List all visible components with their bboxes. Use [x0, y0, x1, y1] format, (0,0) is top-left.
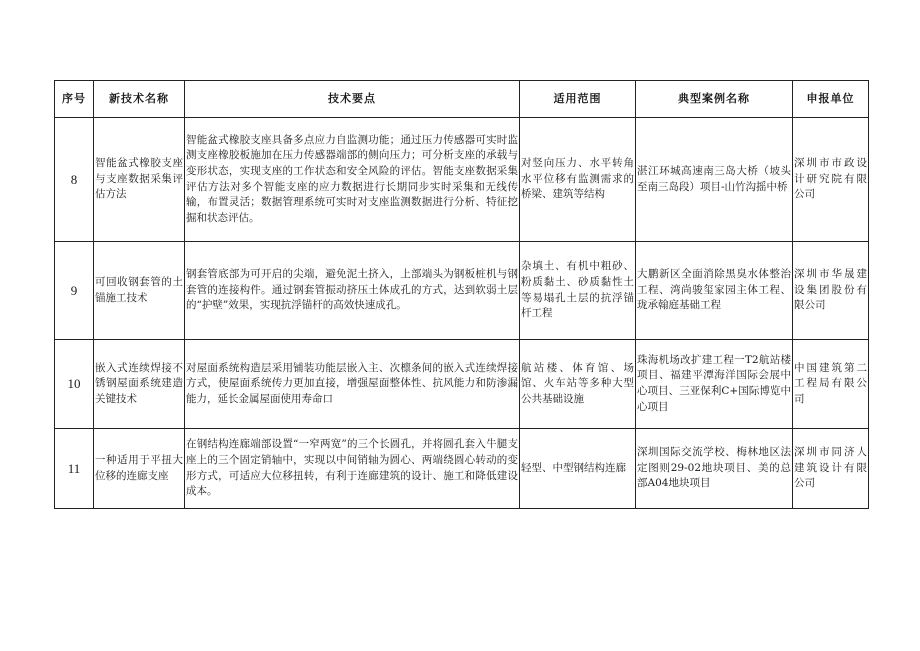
header-points: 技术要点 [185, 81, 520, 118]
tech-unit: 深圳市同济人建筑设计有限公司 [793, 429, 869, 509]
tech-unit: 深圳市市政设计研究院有限公司 [793, 118, 869, 242]
tech-points: 在钢结构连廊端部设置“一窄两宽”的三个长圆孔，并将圆孔套入牛腿支座上的三个固定销轴中，实现以中间销轴为圆心、两端绕圆心转动的变形方式，可适应大位移扭转，有利于连廊建筑的设计、施工和降低建设成本。 [185, 429, 520, 509]
table-row [55, 118, 869, 242]
tech-scope: 轻型、中型钢结构连廊 [520, 429, 636, 509]
tech-cases: 珠海机场改扩建工程一T2航站楼项目、福建平潭海洋国际会展中心项目、三亚保利C+国际博览中心项目 [636, 340, 793, 429]
tech-cases: 大鹏新区全面消除黑臭水体整治工程、湾尚骏玺家园主体工程、珑承翰庭基础工程 [636, 242, 793, 340]
tech-points: 智能盆式橡胶支座具备多点应力自监测功能；通过压力传感器可实时监测支座橡胶板施加在压力传感器端部的侧向压力；可分析支座的承载与变形状态，实现支座的工作状态和安全风险的评估。智能支座数据采集评估方法对多个智能支座的应力数据进行长期同步实时采集和无线传输，布置灵活；数据管理系统可实时对支座监测数据进行分析、特征挖掘和状态评估。 [185, 118, 520, 242]
header-row [55, 81, 869, 118]
tech-cases: 湛江环城高速南三岛大桥（坡头至南三岛段）项目-山竹沟摇中桥 [636, 118, 793, 242]
row-number: 10 [55, 340, 94, 429]
header-cases: 典型案例名称 [636, 81, 793, 118]
header-name: 新技术名称 [94, 81, 185, 118]
tech-name: 一种适用于平扭大位移的连廊支座 [94, 429, 185, 509]
tech-name: 智能盆式橡胶支座与支座数据采集评估方法 [94, 118, 185, 242]
row-number: 8 [55, 118, 94, 242]
tech-unit: 深圳市华晟建设集团股份有限公司 [793, 242, 869, 340]
tech-unit: 中国建筑第二工程局有限公司 [793, 340, 869, 429]
tech-table [54, 80, 869, 509]
row-number: 9 [55, 242, 94, 340]
tech-name: 嵌入式连续焊接不锈钢屋面系统建造关键技术 [94, 340, 185, 429]
table-row [55, 242, 869, 340]
tech-scope: 航站楼、体育馆、场馆、火车站等多种大型公共基础设施 [520, 340, 636, 429]
tech-name: 可回收钢套管的土锚施工技术 [94, 242, 185, 340]
table-row [55, 340, 869, 429]
row-number: 11 [55, 429, 94, 509]
tech-points: 对屋面系统构造层采用铺装功能层嵌入主、次檩条间的嵌入式连续焊接方式，使屋面系统传力更加直接，增强屋面整体性、抗风能力和防渗漏能力，延长金属屋面使用寿命口 [185, 340, 520, 429]
tech-points: 钢套管底部为可开启的尖端，避免泥土挤入，上部端头为钢板桩机与钢套管的连接构件。通过钢套管振动挤压土体成孔的方式，达到软弱土层的“护壁”效果，实现抗浮锚杆的高效快速成孔。 [185, 242, 520, 340]
header-unit: 申报单位 [793, 81, 869, 118]
tech-scope: 对竖向压力、水平转角水平位移有监测需求的桥梁、建筑等结构 [520, 118, 636, 242]
header-no: 序号 [55, 81, 94, 118]
tech-cases: 深圳国际交流学校、梅林地区法定图则29-02地块项目、美的总部A04地块项目 [636, 429, 793, 509]
tech-scope: 杂填土、有机中粗砂、粉质黏土、砂质黏性土等易塌孔土层的抗浮锚杆工程 [520, 242, 636, 340]
header-scope: 适用范围 [520, 81, 636, 118]
table-row [55, 429, 869, 509]
